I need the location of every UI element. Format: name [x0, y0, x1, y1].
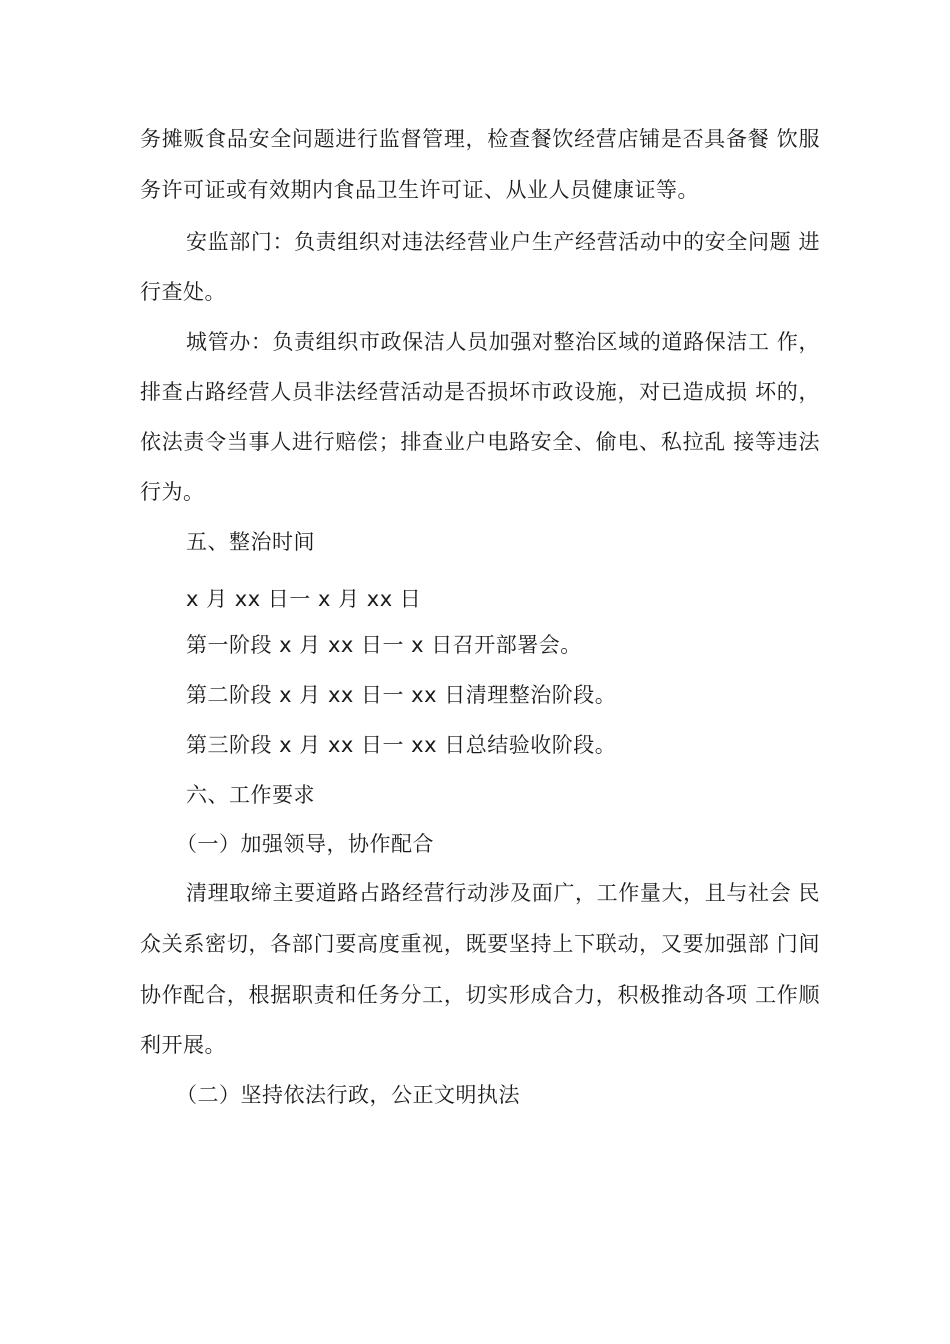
text-line: 务许可证或有效期内食品卫生许可证、从业人员健康证等。	[140, 178, 699, 202]
text-line: 第三阶段 x 月 xx 日一 xx 日总结验收阶段。	[186, 733, 617, 757]
text-line: 第一阶段 x 月 xx 日一 x 日召开部署会。	[186, 633, 582, 657]
subsection-heading: （二）坚持依法行政，公正文明执法	[176, 1083, 520, 1107]
text-line: 安监部门：负责组织对违法经营业户生产经营活动中的安全问题 进	[186, 230, 820, 254]
text-line: 城管办：负责组织市政保洁人员加强对整治区域的道路保洁工 作，	[186, 330, 820, 354]
subsection-heading: （一）加强领导，协作配合	[176, 832, 434, 856]
text-line: 清理取缔主要道路占路经营行动涉及面广，工作量大，且与社会 民	[186, 881, 820, 905]
text-line: x 月 xx 日一 x 月 xx 日	[186, 587, 422, 611]
text-line: 协作配合，根据职责和任务分工，切实形成合力，积极推动各项 工作顺	[140, 983, 820, 1007]
text-line: 排查占路经营人员非法经营活动是否损坏市政设施，对已造成损 坏的，	[140, 380, 820, 404]
text-line: 行为。	[140, 480, 205, 504]
text-line: 行查处。	[140, 280, 226, 304]
section-heading: 五、整治时间	[186, 530, 315, 554]
text-line: 第二阶段 x 月 xx 日一 xx 日清理整治阶段。	[186, 683, 617, 707]
text-line: 务摊贩食品安全问题进行监督管理，检查餐饮经营店铺是否具备餐 饮服	[140, 127, 820, 151]
text-line: 利开展。	[140, 1033, 226, 1057]
text-line: 依法责令当事人进行赔偿；排查业户电路安全、偷电、私拉乱 接等违法	[140, 430, 820, 454]
section-heading: 六、工作要求	[186, 783, 315, 807]
text-line: 众关系密切，各部门要高度重视，既要坚持上下联动，又要加强部 门间	[140, 932, 820, 956]
